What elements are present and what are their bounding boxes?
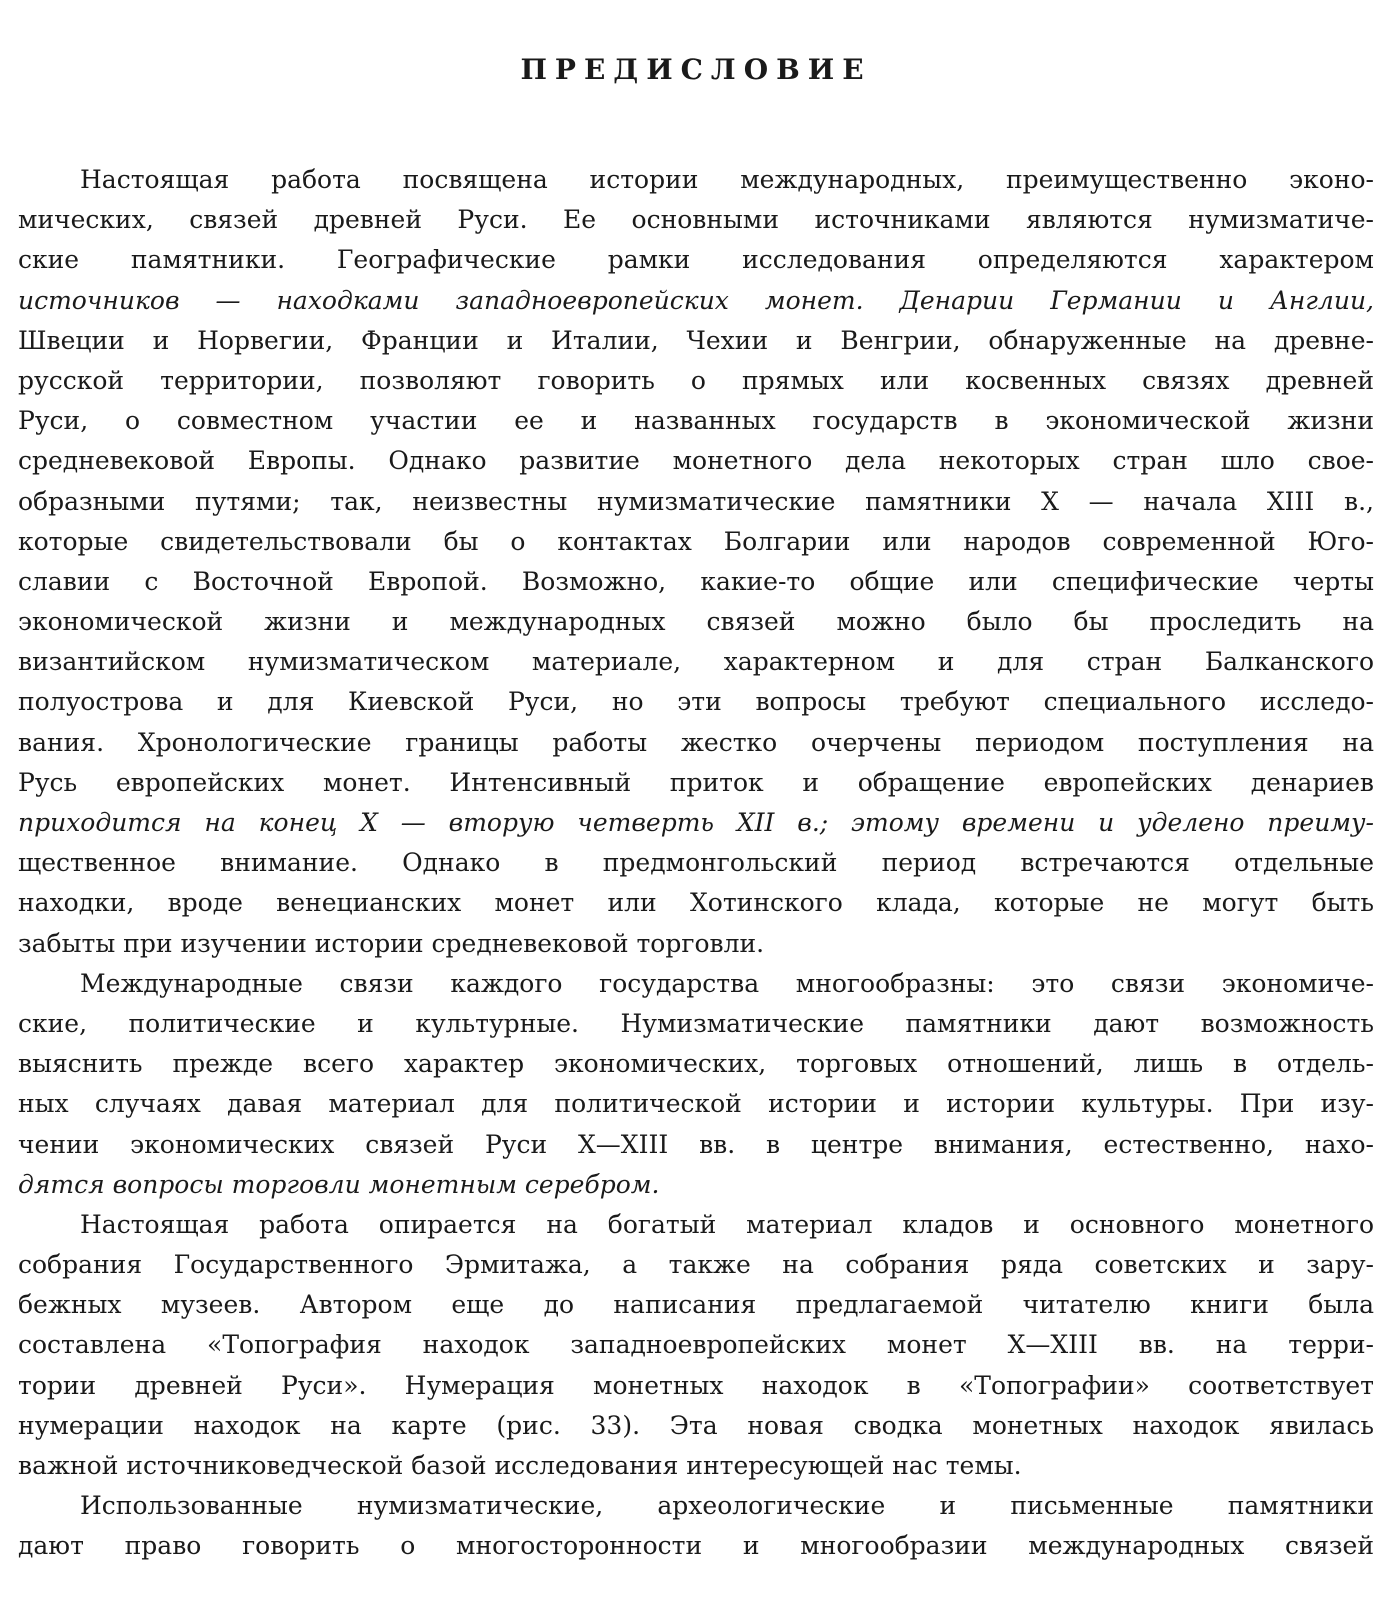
text-line: нумерации находок на карте (рис. 33). Эта новая сводка монетных находок явилась	[18, 1410, 1374, 1440]
text-line: славии с Восточной Европой. Возможно, какие-то общие или специфические черты	[18, 566, 1374, 596]
text-line: Швеции и Норвегии, Франции и Италии, Чехии и Венгрии, обнаруженные на древне-	[18, 325, 1374, 355]
text-line: которые свидетельствовали бы о контактах Болгарии или народов современной Юго-	[18, 526, 1374, 556]
text-line: византийском нумизматическом материале, характерном и для стран Балканского	[18, 647, 1374, 677]
text-line: бежных музеев. Автором еще до написания предлагаемой читателю книги была	[18, 1290, 1374, 1320]
text-line: выяснить прежде всего характер экономических, торговых отношений, лишь в отдель-	[18, 1049, 1374, 1079]
text-line: полуострова и для Киевской Руси, но эти вопросы требуют специального исследо-	[18, 687, 1374, 717]
text-line: приходится на конец X — вторую четверть XII в.; этому времени и уделено преиму-	[18, 808, 1374, 837]
text-line: дятся вопросы торговли монетным серебром.	[18, 1169, 660, 1199]
text-line: мических, связей древней Руси. Ее основными источниками являются нумизматиче-	[18, 205, 1374, 235]
text-line: забыты при изучении истории средневековой торговли.	[18, 928, 765, 958]
paragraph-2	[18, 964, 1374, 1205]
text-line: чении экономических связей Руси X—XIII вв. в центре внимания, естественно, нахо-	[18, 1129, 1374, 1159]
text-line: составлена «Топография находок западноевропейских монет X—XIII вв. на терри-	[18, 1330, 1374, 1360]
body-text	[18, 160, 1374, 1567]
text-line: Использованные нумизматические, археологические и письменные памятники	[80, 1491, 1374, 1521]
paragraph-3	[18, 1205, 1374, 1486]
text-line: средневековой Европы. Однако развитие монетного дела некоторых стран шло свое-	[18, 446, 1374, 476]
page-title: ПРЕДИСЛОВИЕ	[520, 53, 872, 86]
text-line: экономической жизни и международных связей можно было бы проследить на	[18, 607, 1374, 637]
paragraph-1	[18, 160, 1374, 964]
text-line: Международные связи каждого государства многообразны: это связи экономиче-	[80, 968, 1374, 998]
text-line: Русь европейских монет. Интенсивный приток и обращение европейских денариев	[18, 767, 1374, 797]
text-line: дают право говорить о многосторонности и многообразии международных связей	[18, 1531, 1374, 1561]
text-line: вания. Хронологические границы работы жестко очерчены периодом поступления на	[18, 727, 1374, 757]
text-line: важной источниковедческой базой исследования интересующей нас темы.	[18, 1451, 1022, 1480]
text-line: источников — находками западноевропейских монет. Денарии Германии и Англии,	[18, 285, 1374, 315]
text-line: ские памятники. Географические рамки исследования определяются характером	[18, 245, 1374, 275]
text-line: русской территории, позволяют говорить о прямых или косвенных связях древней	[18, 365, 1374, 395]
text-line: тории древней Руси». Нумерация монетных находок в «Топографии» соответствует	[18, 1370, 1374, 1400]
text-line: Руси, о совместном участии ее и названных государств в экономической жизни	[18, 406, 1374, 436]
text-line: ных случаях давая материал для политической истории и истории культуры. При изу-	[18, 1089, 1374, 1119]
text-line: собрания Государственного Эрмитажа, а также на собрания ряда советских и зару-	[18, 1250, 1374, 1280]
paragraph-4	[18, 1486, 1374, 1566]
text-line: образными путями; так, неизвестны нумизматические памятники X — начала XIII в.,	[18, 486, 1374, 516]
text-line: Настоящая работа посвящена истории международных, преимущественно эконо-	[80, 165, 1374, 194]
text-line: щественное внимание. Однако в предмонгольский период встречаются отдельные	[18, 848, 1374, 878]
text-line: Настоящая работа опирается на богатый материал кладов и основного монетного	[80, 1209, 1374, 1239]
text-line: находки, вроде венецианских монет или Хотинского клада, которые не могут быть	[18, 888, 1374, 918]
text-line: ские, политические и культурные. Нумизматические памятники дают возможность	[18, 1008, 1374, 1038]
